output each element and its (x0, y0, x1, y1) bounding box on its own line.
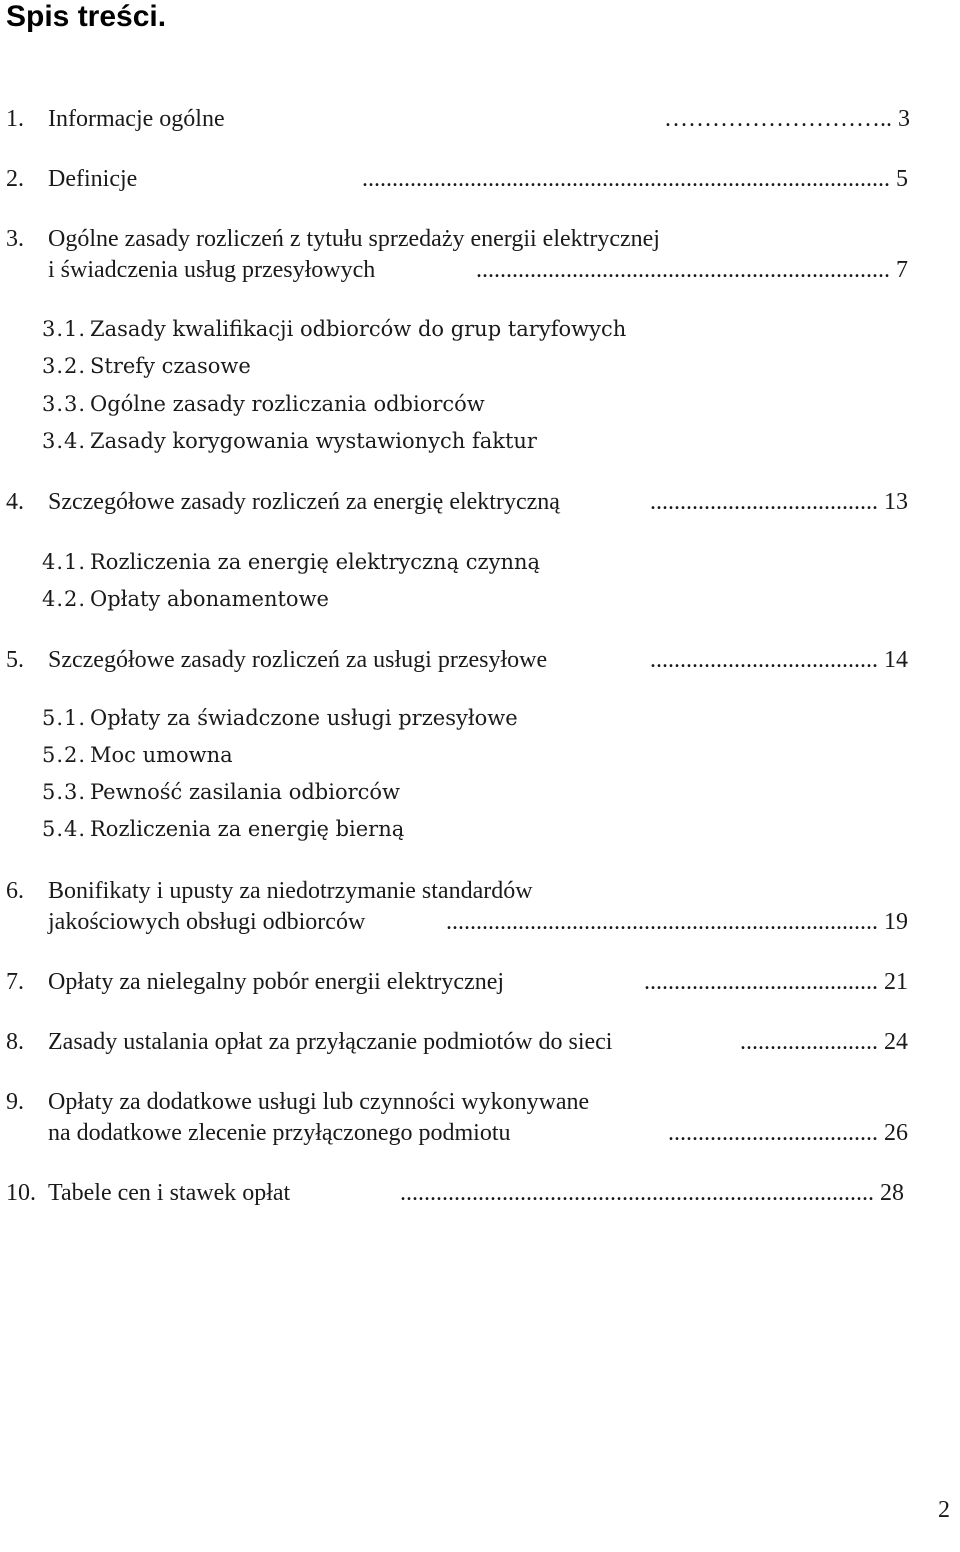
toc-subentry-4-2[interactable] (0, 585, 960, 613)
toc-subentry-title: Moc umowna (90, 743, 233, 767)
toc-subentry-5-3[interactable] (0, 778, 960, 806)
toc-entry-page: ........................................................................ 19 (446, 909, 908, 935)
toc-subentry-title: Rozliczenia za energię bierną (90, 817, 405, 841)
toc-entry-title: Opłaty za dodatkowe usługi lub czynności wykonywane (48, 1089, 590, 1115)
toc-entry-title: Informacje ogólne (48, 106, 225, 132)
toc-entry-title: Zasady ustalania opłat za przyłączanie podmiotów do sieci (48, 1029, 613, 1055)
toc-subentry-number: 5.1. (42, 706, 87, 730)
toc-subentry-5-4[interactable] (0, 815, 960, 843)
toc-subentry-number: 5.2. (42, 743, 87, 767)
toc-subentry-title: Zasady kwalifikacji odbiorców do grup taryfowych (90, 317, 627, 341)
toc-entry-title: Bonifikaty i upusty za niedotrzymanie standardów (48, 878, 533, 904)
toc-subentry-title: Rozliczenia za energię elektryczną czynną (90, 550, 541, 574)
toc-entry-title-continued: i świadczenia usług przesyłowych (48, 257, 376, 283)
toc-entry-10[interactable] (0, 1178, 960, 1208)
toc-entry-1[interactable] (0, 104, 960, 134)
toc-entry-9-line-1[interactable] (0, 1087, 960, 1117)
toc-entry-4[interactable] (0, 487, 960, 517)
toc-subentry-5-2[interactable] (0, 741, 960, 769)
toc-entry-page: ....................................... 21 (644, 969, 908, 995)
toc-entry-number: 8. (6, 1029, 24, 1055)
toc-entry-page: ……………………….. 3 (664, 106, 910, 132)
toc-entry-page: ...................................... 13 (650, 489, 908, 515)
toc-entry-number: 4. (6, 489, 24, 515)
toc-entry-page: ...................................... 14 (650, 647, 908, 673)
toc-entry-number: 1. (6, 106, 24, 132)
toc-subentry-3-3[interactable] (0, 390, 960, 418)
toc-entry-6-line-2[interactable] (0, 907, 960, 937)
toc-subentry-title: Opłaty za świadczone usługi przesyłowe (90, 706, 518, 730)
toc-entry-page: ............................................................................... 28 (400, 1180, 904, 1206)
toc-subentry-number: 3.4. (42, 429, 87, 453)
toc-entry-7[interactable] (0, 967, 960, 997)
toc-subentry-number: 3.2. (42, 354, 87, 378)
toc-entry-number: 2. (6, 166, 24, 192)
toc-subentry-3-2[interactable] (0, 352, 960, 380)
toc-entry-number: 10. (6, 1180, 36, 1206)
page-number: 2 (938, 1497, 950, 1523)
toc-entry-title: Tabele cen i stawek opłat (48, 1180, 291, 1206)
toc-subentry-number: 5.4. (42, 817, 87, 841)
toc-subentry-title: Zasady korygowania wystawionych faktur (90, 429, 537, 453)
toc-subentry-title: Ogólne zasady rozliczania odbiorców (90, 392, 485, 416)
toc-entry-page: ........................................................................................ 5 (362, 166, 908, 192)
toc-entry-number: 9. (6, 1089, 24, 1115)
toc-entry-title: Opłaty za nielegalny pobór energii elektrycznej (48, 969, 505, 995)
toc-entry-title: Ogólne zasady rozliczeń z tytułu sprzedaży energii elektrycznej (48, 226, 660, 252)
toc-entry-number: 5. (6, 647, 24, 673)
toc-entry-title-continued: na dodatkowe zlecenie przyłączonego podmiotu (48, 1120, 511, 1146)
toc-subentry-3-1[interactable] (0, 315, 960, 343)
toc-entry-6-line-1[interactable] (0, 876, 960, 906)
toc-entry-2[interactable] (0, 164, 960, 194)
toc-entry-number: 6. (6, 878, 24, 904)
toc-subentry-number: 4.1. (42, 550, 87, 574)
toc-entry-page: ..................................................................... 7 (476, 257, 908, 283)
toc-subentry-title: Strefy czasowe (90, 354, 251, 378)
toc-entry-title: Szczegółowe zasady rozliczeń za usługi przesyłowe (48, 647, 548, 673)
toc-subentry-number: 4.2. (42, 587, 87, 611)
page-title: Spis treści. (6, 0, 167, 33)
toc-entry-number: 3. (6, 226, 24, 252)
toc-entry-3-line-2[interactable] (0, 255, 960, 285)
toc-entry-title: Szczegółowe zasady rozliczeń za energię elektryczną (48, 489, 560, 515)
toc-entry-page: ....................... 24 (740, 1029, 908, 1055)
toc-entry-title-continued: jakościowych obsługi odbiorców (48, 909, 366, 935)
toc-subentry-title: Opłaty abonamentowe (90, 587, 329, 611)
toc-subentry-4-1[interactable] (0, 548, 960, 576)
toc-entry-5[interactable] (0, 645, 960, 675)
toc-subentry-5-1[interactable] (0, 704, 960, 732)
toc-subentry-number: 3.1. (42, 317, 87, 341)
toc-entry-number: 7. (6, 969, 24, 995)
toc-subentry-number: 5.3. (42, 780, 87, 804)
toc-subentry-title: Pewność zasilania odbiorców (90, 780, 401, 804)
toc-entry-page: ................................... 26 (668, 1120, 908, 1146)
toc-entry-title: Definicje (48, 166, 138, 192)
toc-entry-3-line-1[interactable] (0, 224, 960, 254)
toc-subentry-3-4[interactable] (0, 427, 960, 455)
toc-entry-8[interactable] (0, 1027, 960, 1057)
toc-subentry-number: 3.3. (42, 392, 87, 416)
toc-entry-9-line-2[interactable] (0, 1118, 960, 1148)
